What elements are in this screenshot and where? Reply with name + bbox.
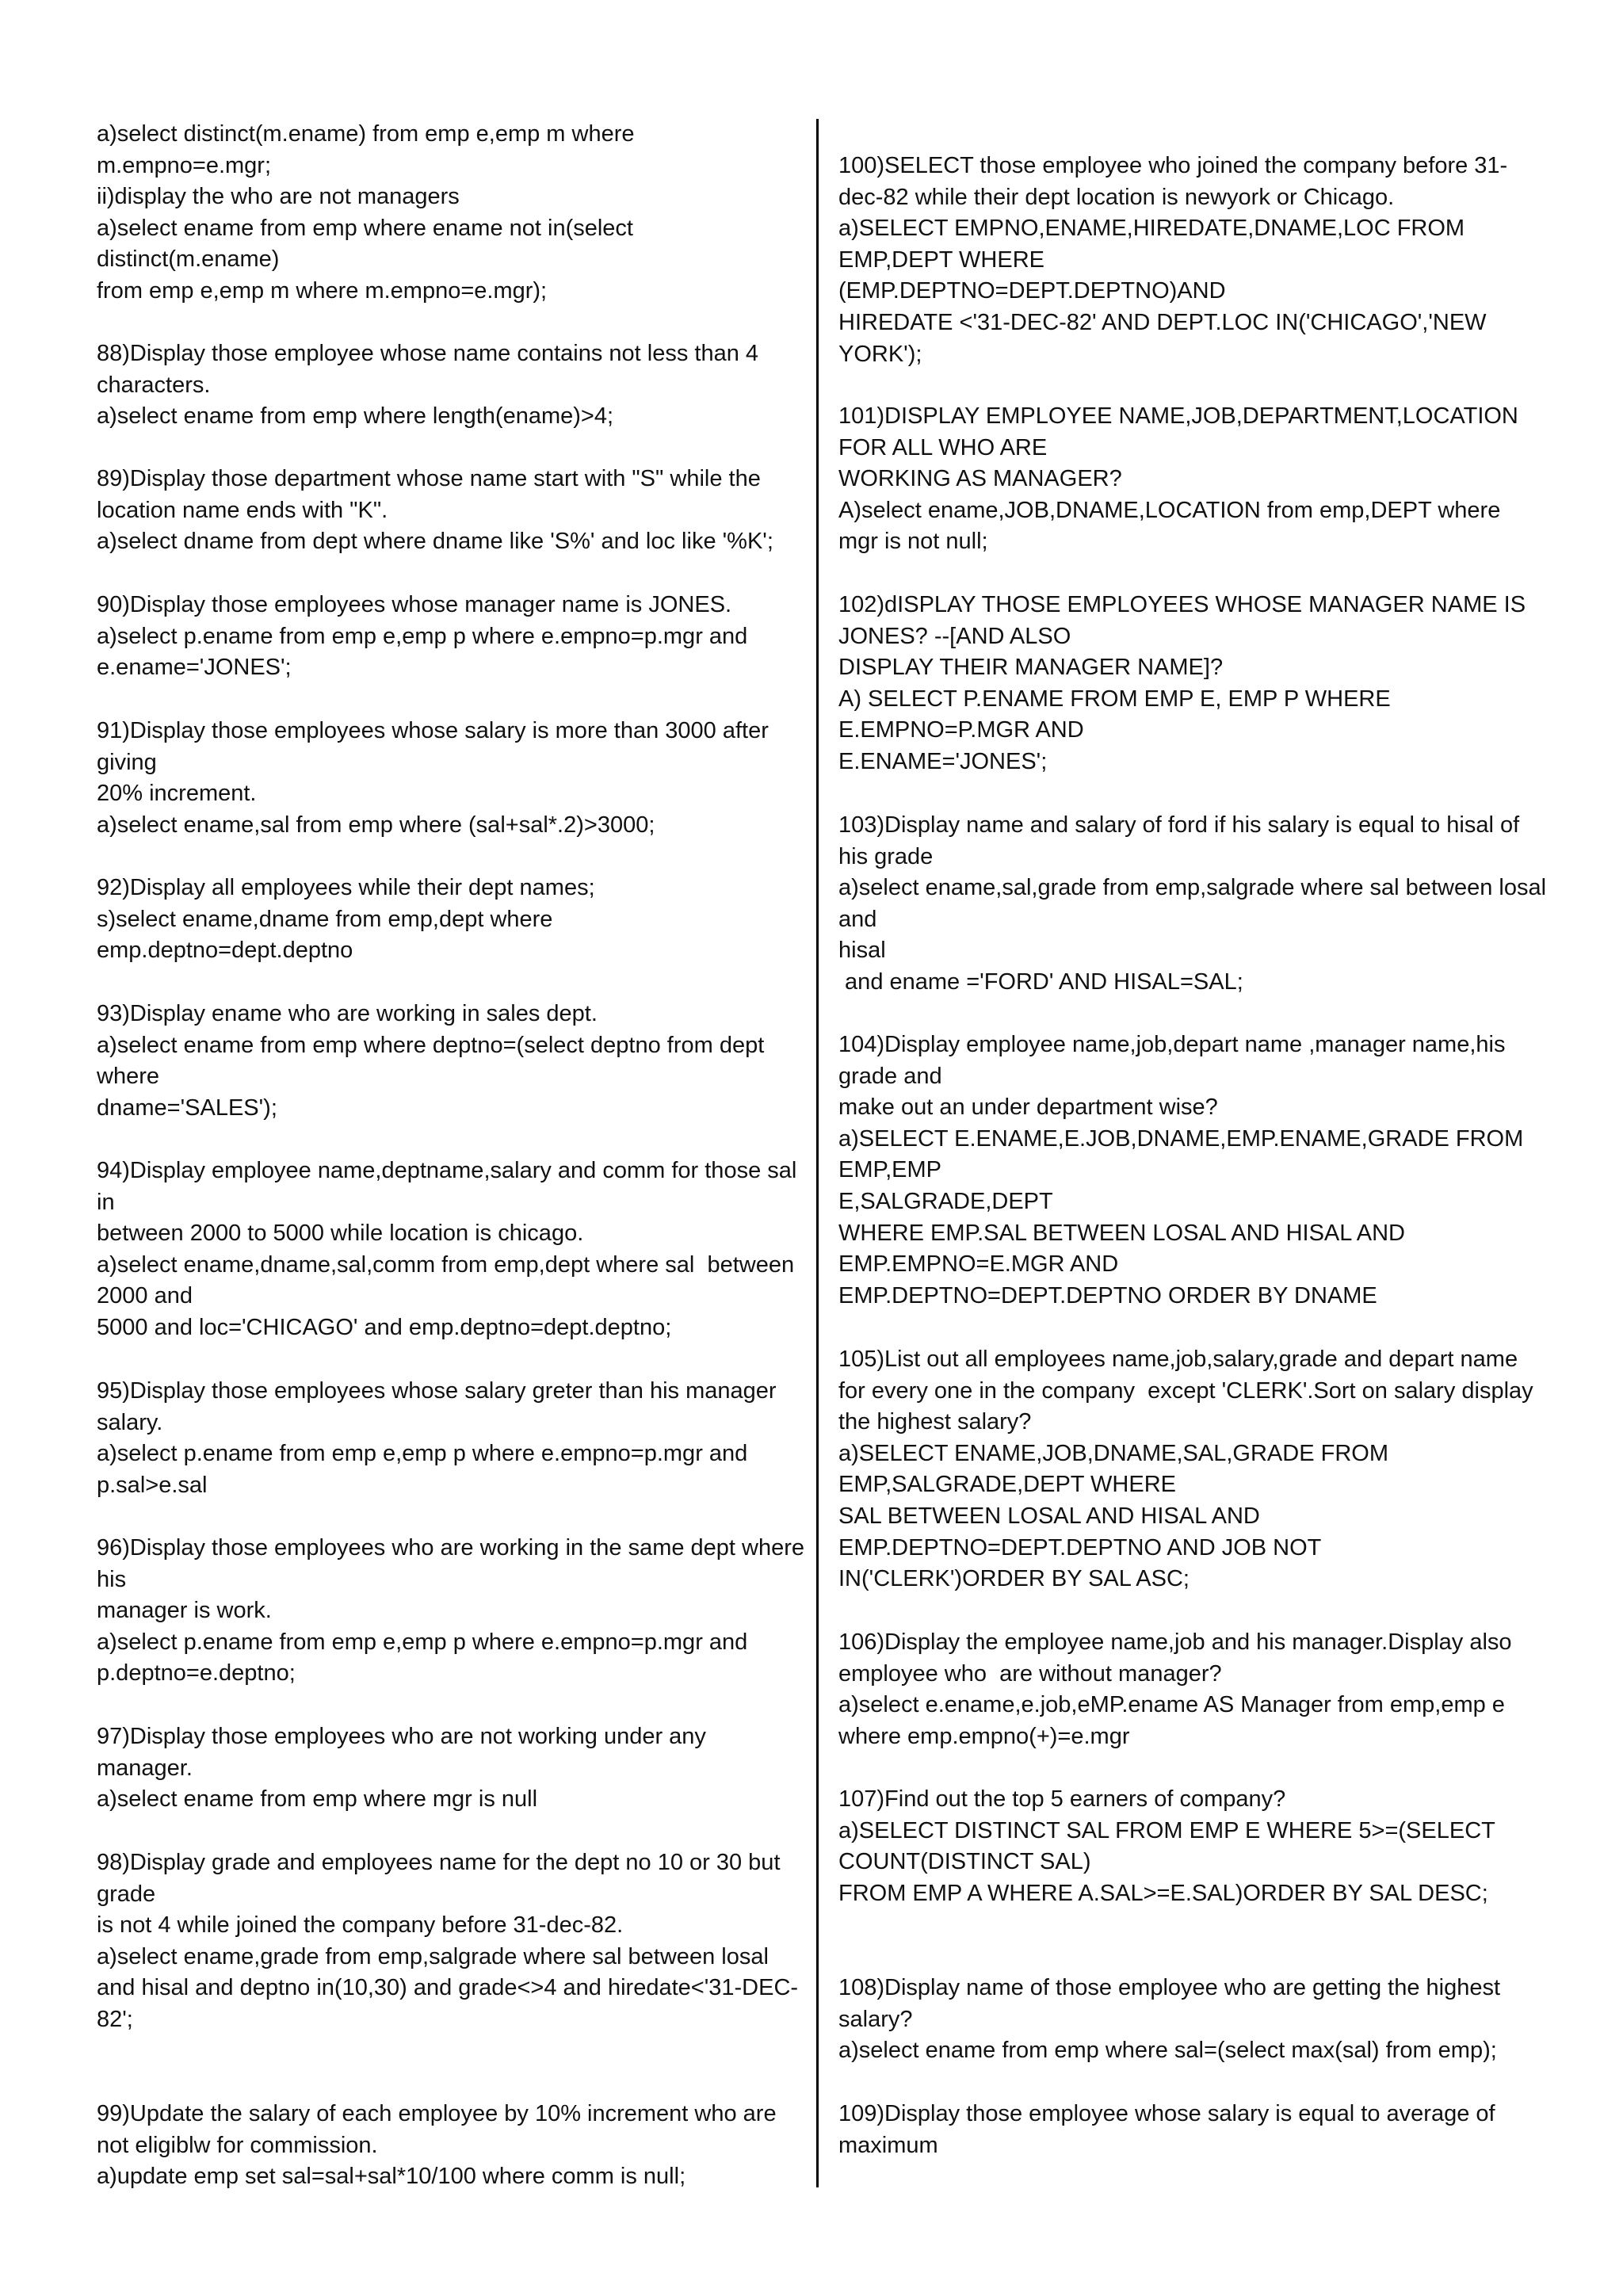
text-line: distinct(m.ename) [97,246,280,273]
text-line: 88)Display those employee whose name contains not less than 4 [97,341,759,366]
text-line: 104)Display employee name,job,depart name ,manager name,his [838,1032,1506,1057]
text-line: p.deptno=e.deptno; [97,1660,296,1687]
text-line: 99)Update the salary of each employee by 10% increment who are [97,2101,777,2126]
column-divider [816,119,819,2187]
text-line: EMP.DEPTNO=DEPT.DEPTNO AND JOB NOT [838,1534,1322,1561]
text-line: A) SELECT P.ENAME FROM EMP E, EMP P WHERE [838,686,1391,712]
left-qa-block [97,338,758,433]
text-line: 102)dISPLAY THOSE EMPLOYEES WHOSE MANAGER NAME IS [838,592,1526,617]
text-line: SAL BETWEEN LOSAL AND HISAL AND [838,1503,1260,1529]
right-qa-block [838,151,1507,370]
text-line: giving [97,749,157,775]
text-line: 106)Display the employee name,job and his manager.Display also [838,1629,1512,1655]
text-line: 20% increment. [97,781,257,807]
text-line: E,SALGRADE,DEPT [838,1188,1053,1214]
text-line: manager is work. [97,1598,272,1624]
text-line: (EMP.DEPTNO=DEPT.DEPTNO)AND [838,278,1226,304]
left-qa-block [97,1376,777,1501]
text-line: 93)Display ename who are working in sales dept. [97,1001,598,1026]
text-line: a)select ename,sal,grade from emp,salgrade where sal between losal [838,875,1547,901]
text-line: and hisal and deptno in(10,30) and grade<>4 and hiredate<'31-DEC- [97,1975,799,2001]
text-line: a)select ename,grade from emp,salgrade where sal between losal [97,1943,769,1969]
text-line: m.empno=e.mgr; [97,152,272,178]
left-qa-block [97,999,764,1124]
text-line: E.EMPNO=P.MGR AND [838,717,1084,743]
left-qa-block [97,1156,796,1344]
text-line: dec-82 while their dept location is newyork or Chicago. [838,184,1395,210]
text-line: 90)Display those employees whose manager name is JONES. [97,592,732,617]
left-qa-block [97,119,635,308]
text-line: maximum [838,2132,938,2158]
text-line: dname='SALES'); [97,1095,277,1121]
text-line: s)select ename,dname from emp,dept where [97,906,553,932]
left-qa-block [97,1533,804,1690]
text-line: 2000 and [97,1283,193,1309]
text-line: ii)display the who are not managers [97,184,460,210]
text-line: his [97,1566,127,1592]
text-line: e.ename='JONES'; [97,655,292,681]
text-line: JONES? --[AND ALSO [838,623,1071,649]
text-line: a)SELECT DISTINCT SAL FROM EMP E WHERE 5>=(SELECT [838,1817,1495,1843]
text-line: 91)Display those employees whose salary is more than 3000 after [97,718,769,743]
text-line: salary? [838,2006,913,2032]
text-line: 108)Display name of those employee who are getting the highest [838,1975,1501,2000]
text-line: a)select e.ename,e.job,eMP.ename AS Manager from emp,emp e [838,1692,1505,1718]
text-line: hisal [838,938,886,964]
text-line: FOR ALL WHO ARE [838,434,1048,460]
text-line: 105)List out all employees name,job,salary,grade and depart name [838,1347,1518,1372]
text-line: make out an under department wise? [838,1095,1218,1121]
text-line: a)SELECT ENAME,JOB,DNAME,SAL,GRADE FROM [838,1440,1388,1466]
right-qa-block [838,1627,1512,1752]
text-line: EMP,SALGRADE,DEPT WHERE [838,1472,1176,1498]
text-line: 96)Display those employees who are working in the same dept where [97,1535,805,1561]
text-line: where [97,1064,159,1090]
text-line: YORK'); [838,341,922,367]
text-line: from emp e,emp m where m.empno=e.mgr); [97,277,548,304]
text-line: 82'; [97,2006,133,2032]
text-line: a)select ename from emp where length(ename)>4; [97,403,614,430]
left-qa-block [97,590,747,684]
text-line: salary. [97,1409,163,1435]
text-line: a)select ename from emp where sal=(select max(sal) from emp); [838,2038,1497,2064]
text-line: DISPLAY THEIR MANAGER NAME]? [838,655,1224,681]
text-line: location name ends with "K". [97,497,388,523]
text-line: a)select ename,sal from emp where (sal+sal*.2)>3000; [97,812,655,838]
text-line: a)select ename from emp where deptno=(select deptno from dept [97,1032,765,1058]
text-line: the highest salary? [838,1409,1032,1435]
text-line: EMP,DEPT WHERE [838,246,1044,273]
text-line: a)select distinct(m.ename) from emp e,emp m where [97,121,635,147]
left-qa-block [97,1721,706,1816]
text-line: A)select ename,JOB,DNAME,LOCATION from emp,DEPT where [838,497,1501,523]
text-line: a)select p.ename from emp e,emp p where e.empno=p.mgr and [97,1629,748,1655]
text-line: 101)DISPLAY EMPLOYEE NAME,JOB,DEPARTMENT,LOCATION [838,403,1518,429]
text-line: manager. [97,1755,193,1781]
text-line: 107)Find out the top 5 earners of company? [838,1786,1286,1812]
right-qa-block [838,1973,1500,2067]
text-line: 89)Display those department whose name start with "S" while the [97,466,761,491]
left-qa-block [97,2099,777,2193]
text-line: for every one in the company except 'CLERK'.Sort on salary display [838,1377,1533,1404]
text-line: 100)SELECT those employee who joined the company before 31- [838,153,1508,178]
text-line: and [838,906,877,932]
text-line: a)select ename from emp where ename not in(select [97,215,633,241]
text-line: a)select ename from emp where mgr is null [97,1786,538,1813]
text-line: grade [97,1881,156,1907]
text-line: 95)Display those employees whose salary greter than his manager [97,1378,777,1404]
text-line: a)select ename,dname,sal,comm from emp,dept where sal between [97,1251,795,1278]
text-line: EMP.DEPTNO=DEPT.DEPTNO ORDER BY DNAME [838,1282,1377,1308]
text-line: a)select p.ename from emp e,emp p where e.empno=p.mgr and [97,1441,748,1467]
text-line: FROM EMP A WHERE A.SAL>=E.SAL)ORDER BY SAL DESC; [838,1880,1488,1906]
text-line: a)select p.ename from emp e,emp p where e.empno=p.mgr and [97,623,748,649]
text-line: 103)Display name and salary of ford if his salary is equal to hisal of [838,812,1520,838]
left-qa-block [97,716,769,841]
text-line: a)update emp set sal=sal+sal*10/100 where comm is null; [97,2164,686,2190]
text-line: COUNT(DISTINCT SAL) [838,1849,1091,1875]
text-line: where emp.empno(+)=e.mgr [838,1723,1130,1749]
right-qa-block [838,810,1546,999]
text-line: emp.deptno=dept.deptno [97,938,353,964]
text-line: is not 4 while joined the company before 31-dec-82. [97,1912,624,1939]
right-qa-block [838,1784,1495,1909]
text-line: characters. [97,372,211,398]
text-line: WORKING AS MANAGER? [838,466,1122,492]
text-line: a)select dname from dept where dname like 'S%' and loc like '%K'; [97,529,773,555]
text-line: 92)Display all employees while their dept names; [97,875,595,900]
text-line: 94)Display employee name,deptname,salary and comm for those sal [97,1158,797,1183]
text-line: 97)Display those employees who are not working under any [97,1724,706,1749]
text-line: 109)Display those employee whose salary is equal to average of [838,2101,1495,2126]
text-line: p.sal>e.sal [97,1472,208,1498]
right-qa-block [838,590,1526,778]
text-line: in [97,1189,115,1215]
text-line: between 2000 to 5000 while location is chicago. [97,1221,584,1247]
left-qa-block [97,464,773,558]
text-line: not eligiblw for commission. [97,2132,378,2158]
text-line: a)SELECT E.ENAME,E.JOB,DNAME,EMP.ENAME,GRADE FROM [838,1125,1524,1152]
text-line: his grade [838,843,934,869]
right-qa-block [838,1030,1523,1312]
text-line: IN('CLERK')ORDER BY SAL ASC; [838,1566,1190,1592]
left-qa-block [97,1847,798,2036]
text-line: WHERE EMP.SAL BETWEEN LOSAL AND HISAL AND [838,1220,1406,1246]
left-qa-block [97,873,595,967]
text-line: 98)Display grade and employees name for the dept no 10 or 30 but [97,1850,781,1875]
text-line: and ename ='FORD' AND HISAL=SAL; [838,968,1243,995]
right-qa-block [838,401,1518,558]
text-line: E.ENAME='JONES'; [838,748,1048,774]
text-line: EMP.EMPNO=E.MGR AND [838,1251,1119,1278]
text-line: EMP,EMP [838,1157,942,1183]
text-line: HIREDATE <'31-DEC-82' AND DEPT.LOC IN('CHICAGO','NEW [838,309,1487,335]
text-line: a)SELECT EMPNO,ENAME,HIREDATE,DNAME,LOC FROM [838,216,1465,242]
text-line: grade and [838,1063,942,1089]
text-line: employee who are without manager? [838,1660,1222,1687]
right-qa-block [838,2099,1495,2161]
text-line: 5000 and loc='CHICAGO' and emp.deptno=dept.deptno; [97,1314,672,1340]
text-line: mgr is not null; [838,529,988,555]
right-qa-block [838,1344,1533,1595]
